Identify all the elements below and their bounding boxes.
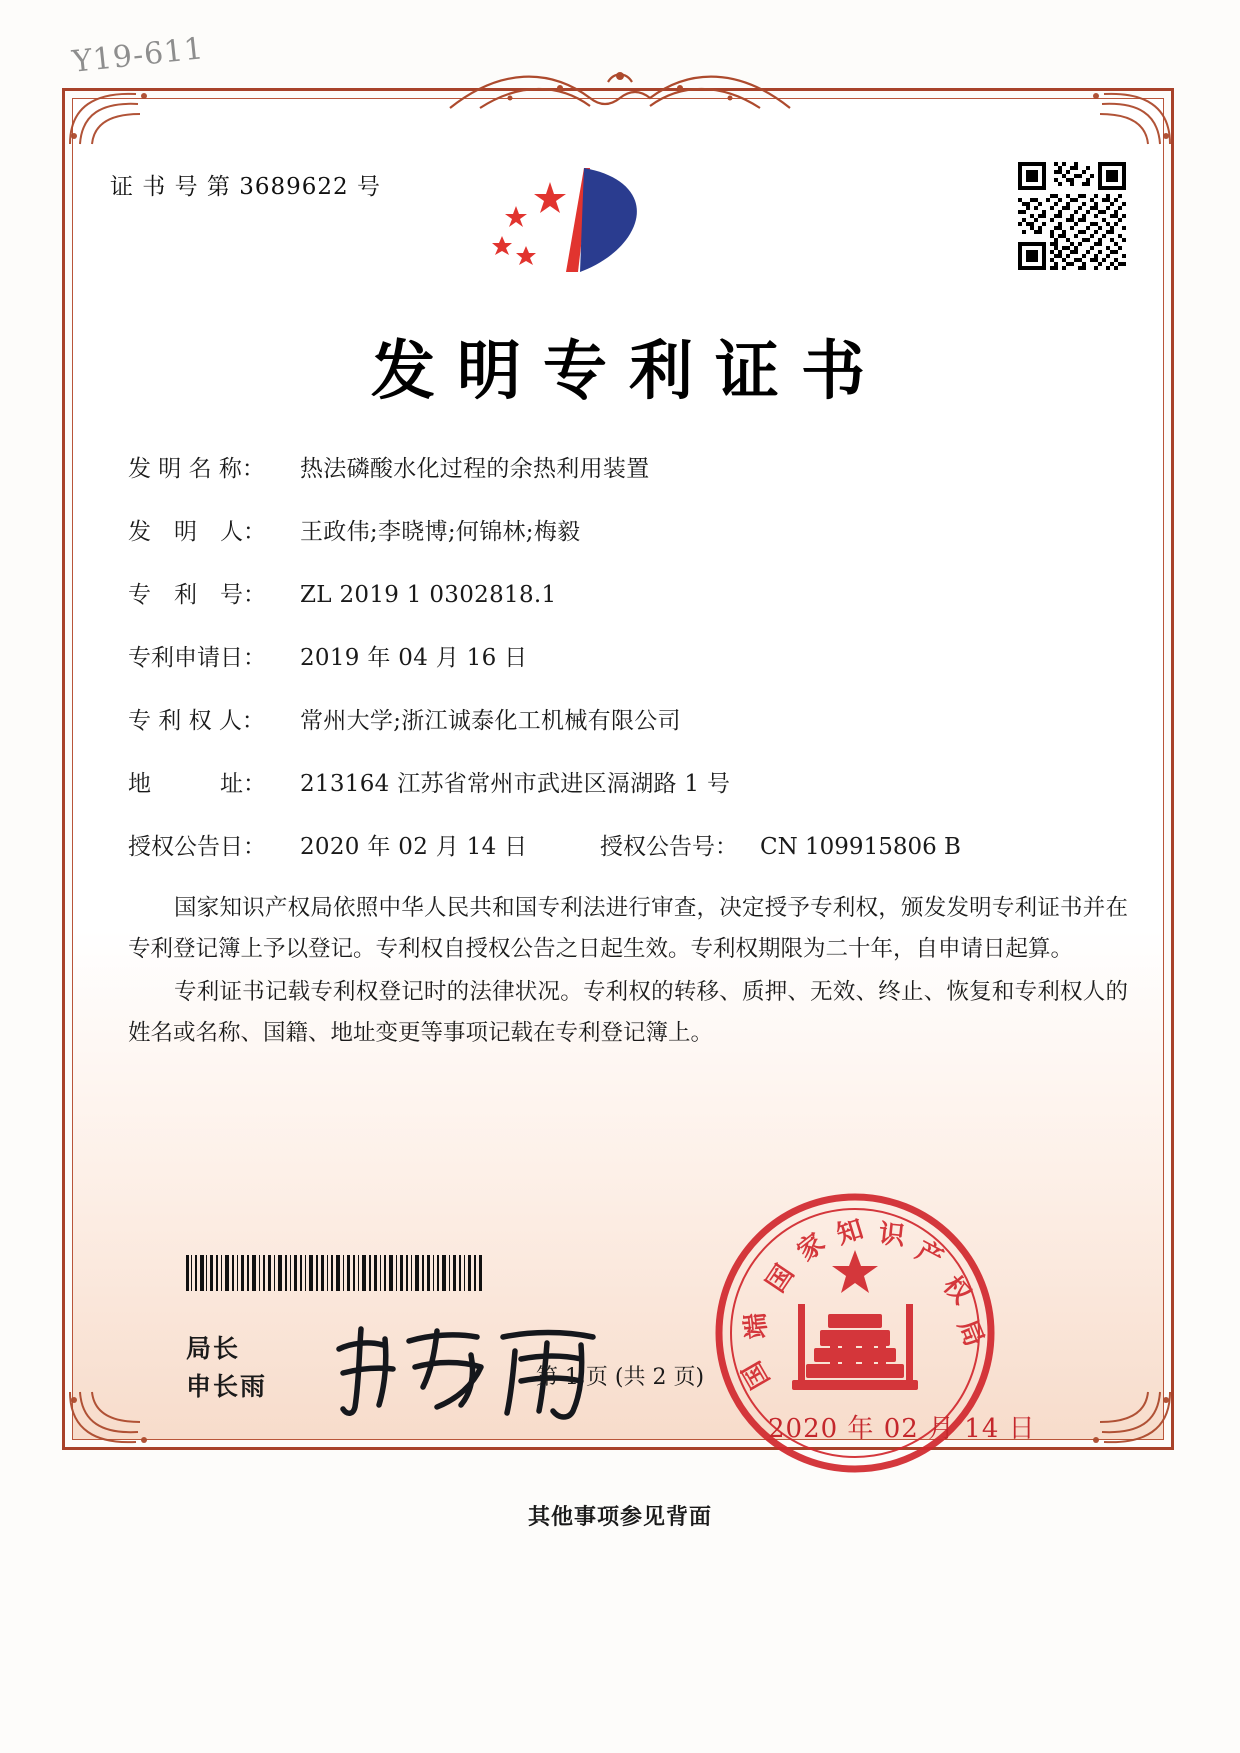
field-value: ZL 2019 1 0302818.1 bbox=[300, 582, 557, 608]
barcode bbox=[186, 1255, 486, 1291]
field-value-grant-number: CN 109915806 B bbox=[760, 834, 961, 860]
field-value: 2019 年 04 月 16 日 bbox=[300, 645, 528, 671]
seal-date: 2020 年 02 月 14 日 bbox=[768, 1414, 1036, 1444]
svg-text:识: 识 bbox=[877, 1219, 907, 1252]
signature-name: 申长雨 bbox=[186, 1372, 268, 1401]
field-value-grant-date: 2020 年 02 月 14 日 bbox=[300, 834, 528, 860]
field-invention-name bbox=[128, 450, 1128, 483]
svg-text:知: 知 bbox=[833, 1214, 867, 1251]
svg-text:国: 国 bbox=[737, 1355, 777, 1394]
certificate-fields bbox=[128, 450, 1128, 891]
svg-text:家: 家 bbox=[791, 1227, 831, 1268]
page-number: 第 1 页 (共 2 页) bbox=[535, 1365, 705, 1390]
corner-flourish-top-left bbox=[66, 86, 162, 148]
handwritten-pencil-mark: Y19-611 bbox=[70, 31, 206, 80]
svg-text:端: 端 bbox=[740, 1311, 773, 1341]
field-patentee bbox=[128, 702, 1128, 735]
corner-flourish-top-right bbox=[1078, 86, 1174, 148]
footer-note: 其他事项参见背面 bbox=[527, 1504, 712, 1530]
signature-role: 局长 bbox=[186, 1334, 241, 1363]
svg-text:产: 产 bbox=[910, 1235, 948, 1275]
field-value: 常州大学;浙江诚泰化工机械有限公司 bbox=[300, 708, 681, 734]
paragraph-2: 专利证书记载专利权登记时的法律状况。专利权的转移、质押、无效、终止、恢复和专利权人的姓名或名称、国籍、地址变更等事项记载在专利登记簿上。 bbox=[128, 979, 1128, 1046]
field-label-grant-number: 授权公告号： bbox=[600, 834, 738, 860]
svg-text:国: 国 bbox=[760, 1259, 801, 1298]
qr-code bbox=[1018, 162, 1126, 270]
field-label: 专 利 号： bbox=[128, 582, 266, 608]
field-application-date bbox=[128, 639, 1128, 672]
svg-text:权: 权 bbox=[936, 1270, 977, 1311]
field-label: 地 址： bbox=[128, 771, 266, 797]
field-grant-announcement bbox=[128, 828, 1128, 861]
corner-flourish-bottom-right bbox=[1078, 1388, 1174, 1450]
field-address bbox=[128, 765, 1128, 798]
paragraph-1: 国家知识产权局依照中华人民共和国专利法进行审查，决定授予专利权，颁发发明专利证书并在专利登记簿上予以登记。专利权自授权公告之日起生效。专利权期限为二十年，自申请日起算。 bbox=[128, 895, 1128, 962]
field-value: 213164 江苏省常州市武进区滆湖路 1 号 bbox=[300, 771, 731, 797]
certificate-number: 证 书 号 第 3689622 号 bbox=[110, 174, 381, 200]
corner-flourish-bottom-left bbox=[66, 1388, 162, 1450]
field-label: 专 利 权 人： bbox=[128, 708, 265, 734]
field-value: 王政伟;李晓博;何锦林;梅毅 bbox=[300, 519, 581, 545]
field-label: 发 明 名 称： bbox=[128, 456, 265, 482]
field-value: 热法磷酸水化过程的余热利用装置 bbox=[300, 456, 650, 482]
page-title: 发明专利证书 bbox=[371, 334, 887, 409]
svg-text:局: 局 bbox=[951, 1315, 990, 1351]
field-label: 专利申请日： bbox=[128, 645, 266, 671]
legal-paragraphs bbox=[128, 888, 1128, 1056]
field-label-grant-date: 授权公告日： bbox=[128, 834, 266, 860]
field-inventors bbox=[128, 513, 1128, 546]
cnipa-logo bbox=[480, 150, 680, 290]
field-label: 发 明 人： bbox=[128, 519, 266, 545]
top-ornament-decoration bbox=[440, 62, 800, 118]
field-patent-number bbox=[128, 576, 1128, 609]
